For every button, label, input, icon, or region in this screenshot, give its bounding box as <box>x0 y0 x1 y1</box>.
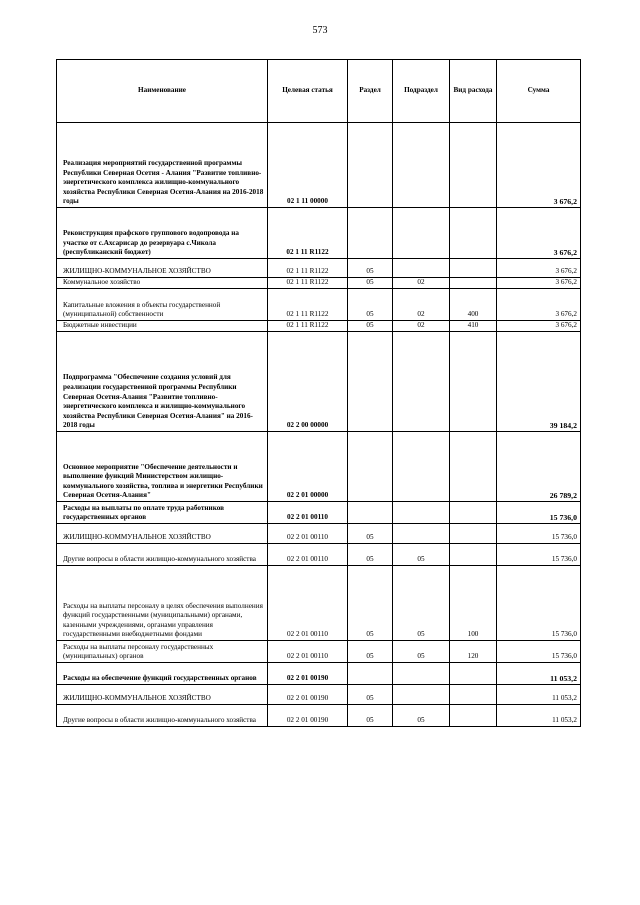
cell-name: Капитальные вложения в объекты государственной (муниципальной) собственности <box>57 289 268 321</box>
cell-sum: 15 736,0 <box>497 566 581 641</box>
cell-name: Бюджетные инвестиции <box>57 321 268 332</box>
cell-sum: 15 736,0 <box>497 502 581 524</box>
table-row <box>57 663 581 685</box>
table-row <box>57 685 581 705</box>
cell-section <box>348 432 393 502</box>
cell-expense-type <box>450 123 497 208</box>
cell-subsection: 05 <box>393 641 450 663</box>
cell-subsection: 05 <box>393 566 450 641</box>
cell-section: 05 <box>348 524 393 544</box>
cell-expense-type: 400 <box>450 289 497 321</box>
cell-expense-type <box>450 278 497 289</box>
table-row <box>57 524 581 544</box>
cell-expense-type <box>450 259 497 278</box>
table-row <box>57 641 581 663</box>
cell-section: 05 <box>348 685 393 705</box>
cell-expense-type <box>450 544 497 566</box>
cell-name: Другие вопросы в области жилищно-коммунального хозяйства <box>57 544 268 566</box>
cell-target-article: 02 1 11 R1122 <box>268 208 348 259</box>
header-expense-type: Вид расхода <box>450 60 497 123</box>
cell-sum: 15 736,0 <box>497 524 581 544</box>
cell-expense-type <box>450 502 497 524</box>
cell-target-article: 02 2 01 00110 <box>268 524 348 544</box>
cell-expense-type <box>450 705 497 727</box>
cell-section <box>348 663 393 685</box>
cell-expense-type <box>450 208 497 259</box>
cell-subsection <box>393 663 450 685</box>
cell-expense-type <box>450 332 497 432</box>
cell-name: ЖИЛИЩНО-КОММУНАЛЬНОЕ ХОЗЯЙСТВО <box>57 524 268 544</box>
cell-target-article: 02 1 11 R1122 <box>268 321 348 332</box>
table-row <box>57 502 581 524</box>
cell-target-article: 02 2 01 00190 <box>268 705 348 727</box>
cell-name: Реализация мероприятий государственной программы Республики Северная Осетия - Алания "Развитие топливно-энергетического комплекса жилищно-коммунального хозяйства Республики Северная Осетия-Алания на 2016-2018 годы <box>57 123 268 208</box>
cell-sum: 3 676,2 <box>497 278 581 289</box>
cell-expense-type <box>450 663 497 685</box>
cell-section: 05 <box>348 289 393 321</box>
table-row <box>57 259 581 278</box>
cell-name: Расходы на выплаты персоналу государственных (муниципальных) органов <box>57 641 268 663</box>
cell-name: Другие вопросы в области жилищно-коммунального хозяйства <box>57 705 268 727</box>
cell-sum: 3 676,2 <box>497 321 581 332</box>
cell-target-article: 02 2 01 00000 <box>268 432 348 502</box>
table-row <box>57 544 581 566</box>
cell-target-article: 02 1 11 00000 <box>268 123 348 208</box>
cell-subsection: 02 <box>393 321 450 332</box>
cell-sum: 3 676,2 <box>497 208 581 259</box>
table-header-row <box>57 60 581 123</box>
cell-section: 05 <box>348 321 393 332</box>
cell-subsection <box>393 259 450 278</box>
cell-target-article: 02 2 01 00190 <box>268 685 348 705</box>
table-row <box>57 208 581 259</box>
table-row <box>57 332 581 432</box>
cell-name: Реконструкция прафского группового водопровода на участке от с.Ахсарисар до резервуара с.Чиколa (республиканский бюджет) <box>57 208 268 259</box>
table-row <box>57 278 581 289</box>
cell-subsection: 02 <box>393 278 450 289</box>
table-row <box>57 705 581 727</box>
cell-expense-type <box>450 432 497 502</box>
budget-table <box>56 59 581 727</box>
cell-name: ЖИЛИЩНО-КОММУНАЛЬНОЕ ХОЗЯЙСТВО <box>57 685 268 705</box>
cell-subsection: 05 <box>393 705 450 727</box>
header-target-article: Целевая статья <box>268 60 348 123</box>
cell-target-article: 02 2 01 00110 <box>268 502 348 524</box>
cell-sum: 39 184,2 <box>497 332 581 432</box>
header-section: Раздел <box>348 60 393 123</box>
cell-section: 05 <box>348 641 393 663</box>
cell-target-article: 02 1 11 R1122 <box>268 259 348 278</box>
table-body <box>57 123 581 727</box>
header-name: Наименование <box>57 60 268 123</box>
cell-expense-type: 100 <box>450 566 497 641</box>
cell-sum: 11 053,2 <box>497 705 581 727</box>
cell-sum: 11 053,2 <box>497 663 581 685</box>
cell-subsection <box>393 432 450 502</box>
cell-section <box>348 123 393 208</box>
cell-name: ЖИЛИЩНО-КОММУНАЛЬНОЕ ХОЗЯЙСТВО <box>57 259 268 278</box>
cell-section: 05 <box>348 544 393 566</box>
cell-target-article: 02 2 01 00110 <box>268 641 348 663</box>
cell-name: Расходы на выплаты по оплате труда работников государственных органов <box>57 502 268 524</box>
page-number: 573 <box>312 25 328 36</box>
cell-target-article: 02 2 00 00000 <box>268 332 348 432</box>
table-row <box>57 566 581 641</box>
cell-section: 05 <box>348 259 393 278</box>
cell-subsection <box>393 502 450 524</box>
table-row <box>57 289 581 321</box>
cell-section: 05 <box>348 705 393 727</box>
cell-name: Расходы на обеспечение функций государственных органов <box>57 663 268 685</box>
cell-sum: 3 676,2 <box>497 123 581 208</box>
cell-name: Подпрограмма "Обеспечение создания условий для реализации государственной программы Республики Северная Осетия-Алания "Развитие топливно-энергетического комплекса и жилищно-коммунального хозяйства Республики Северная Осетия-Алания" на 2016-2018 годы <box>57 332 268 432</box>
cell-subsection <box>393 524 450 544</box>
cell-expense-type <box>450 685 497 705</box>
cell-target-article: 02 2 01 00110 <box>268 566 348 641</box>
cell-sum: 15 736,0 <box>497 544 581 566</box>
cell-subsection <box>393 685 450 705</box>
cell-name: Расходы на выплаты персоналу в целях обеспечения выполнения функций государственными (муниципальными) органами, казенными учреждениями, органами управления государственными внебюджетными фондами <box>57 566 268 641</box>
cell-sum: 11 053,2 <box>497 685 581 705</box>
cell-sum: 26 789,2 <box>497 432 581 502</box>
cell-section: 05 <box>348 566 393 641</box>
cell-subsection <box>393 332 450 432</box>
cell-sum: 15 736,0 <box>497 641 581 663</box>
header-subsection: Подраздел <box>393 60 450 123</box>
cell-target-article: 02 2 01 00110 <box>268 544 348 566</box>
cell-subsection: 02 <box>393 289 450 321</box>
cell-subsection <box>393 208 450 259</box>
header-sum: Сумма <box>497 60 581 123</box>
cell-name: Основное мероприятие "Обеспечение деятельности и выполнение функций Министерством жилищно-коммунального хозяйства, топлива и энергетики Республики Северная Осетия-Алания" <box>57 432 268 502</box>
cell-sum: 3 676,2 <box>497 289 581 321</box>
table-row <box>57 123 581 208</box>
cell-expense-type: 410 <box>450 321 497 332</box>
cell-section <box>348 208 393 259</box>
cell-subsection: 05 <box>393 544 450 566</box>
cell-sum: 3 676,2 <box>497 259 581 278</box>
table-row <box>57 321 581 332</box>
cell-section: 05 <box>348 278 393 289</box>
table-row <box>57 432 581 502</box>
cell-subsection <box>393 123 450 208</box>
cell-expense-type <box>450 524 497 544</box>
cell-target-article: 02 1 11 R1122 <box>268 278 348 289</box>
cell-target-article: 02 2 01 00190 <box>268 663 348 685</box>
cell-expense-type: 120 <box>450 641 497 663</box>
cell-name: Коммунальное хозяйство <box>57 278 268 289</box>
cell-section <box>348 332 393 432</box>
cell-target-article: 02 1 11 R1122 <box>268 289 348 321</box>
cell-section <box>348 502 393 524</box>
